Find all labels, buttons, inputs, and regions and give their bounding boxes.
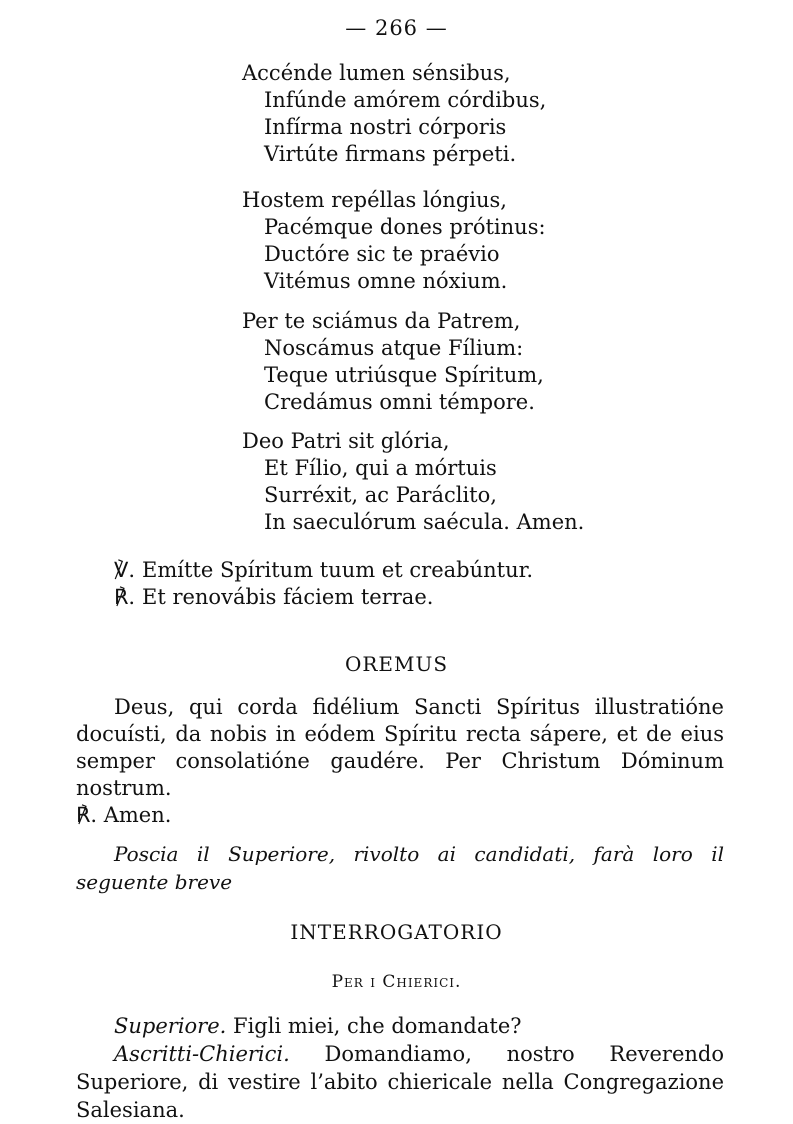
prayer-text: Deus, qui corda fidélium Sancti Spíritus illustratióne docuísti, da nobis in eódem Spíritu recta sápere, et de eius semper consolatióne gaudére. Per Christum Dóminum nostrum.	[76, 695, 724, 800]
hymn-line: Accénde lumen sénsibus,	[242, 61, 511, 85]
versicle-symbol: ℣.	[114, 558, 136, 582]
hymn-stanza-3	[242, 308, 544, 416]
hymn-line: Noscámus atque Fílium:	[264, 336, 524, 360]
response	[114, 583, 433, 612]
oremus-prayer	[76, 694, 724, 829]
dialogue	[76, 1012, 724, 1124]
dialogue-text: Figli miei, che domandate?	[233, 1014, 522, 1038]
dialogue-line	[76, 1040, 724, 1124]
interrogatorio-subheading: Per i Chierici.	[331, 972, 462, 992]
hymn-line: Infúnde amórem córdibus,	[264, 88, 547, 112]
page-number: — 266 —	[345, 16, 448, 40]
hymn-line: Per te sciámus da Patrem,	[242, 309, 521, 333]
hymn-line: Deo Patri sit glória,	[242, 429, 450, 453]
hymn-line: Ductóre sic te praévio	[264, 242, 500, 266]
hymn-line: Hostem repéllas lóngius,	[242, 188, 507, 212]
hymn-stanza-4	[242, 428, 584, 536]
hymn-line: In saeculórum saécula. Amen.	[264, 510, 585, 534]
hymn-line: Et Fílio, qui a mórtuis	[264, 456, 497, 480]
rubric: Poscia il Superiore, rivolto ai candidati, farà loro il seguente breve	[76, 842, 724, 894]
hymn-line: Credámus omni témpore.	[264, 390, 535, 414]
dialogue-text: Domandiamo, nostro Reverendo Superiore, di vestire l’abito chiericale nella Congregazione Salesiana.	[76, 1042, 724, 1122]
hymn-stanza-1	[242, 60, 546, 168]
versicle	[114, 556, 533, 585]
oremus-heading: OREMUS	[344, 652, 449, 676]
hymn-line: Teque utriúsque Spíritum,	[264, 363, 544, 387]
response-text: Et renovábis fáciem terrae.	[142, 585, 434, 609]
response-symbol: ℟.	[114, 585, 136, 609]
dialogue-line	[76, 1012, 724, 1040]
versicle-text: Emítte Spíritum tuum et creabúntur.	[142, 558, 534, 582]
hymn-stanza-2	[242, 187, 546, 295]
prayer-amen: ℟. Amen.	[76, 803, 172, 827]
speaker-label: Superiore.	[114, 1014, 227, 1038]
hymn-line: Pacémque dones prótinus:	[264, 215, 546, 239]
hymn-line: Virtúte firmans pérpeti.	[264, 142, 517, 166]
interrogatorio-heading: INTERROGATORIO	[290, 920, 503, 944]
hymn-line: Infírma nostri córporis	[264, 115, 507, 139]
speaker-label: Ascritti-Chierici.	[114, 1042, 290, 1066]
hymn-line: Surréxit, ac Paráclito,	[264, 483, 497, 507]
hymn-line: Vitémus omne nóxium.	[264, 269, 508, 293]
